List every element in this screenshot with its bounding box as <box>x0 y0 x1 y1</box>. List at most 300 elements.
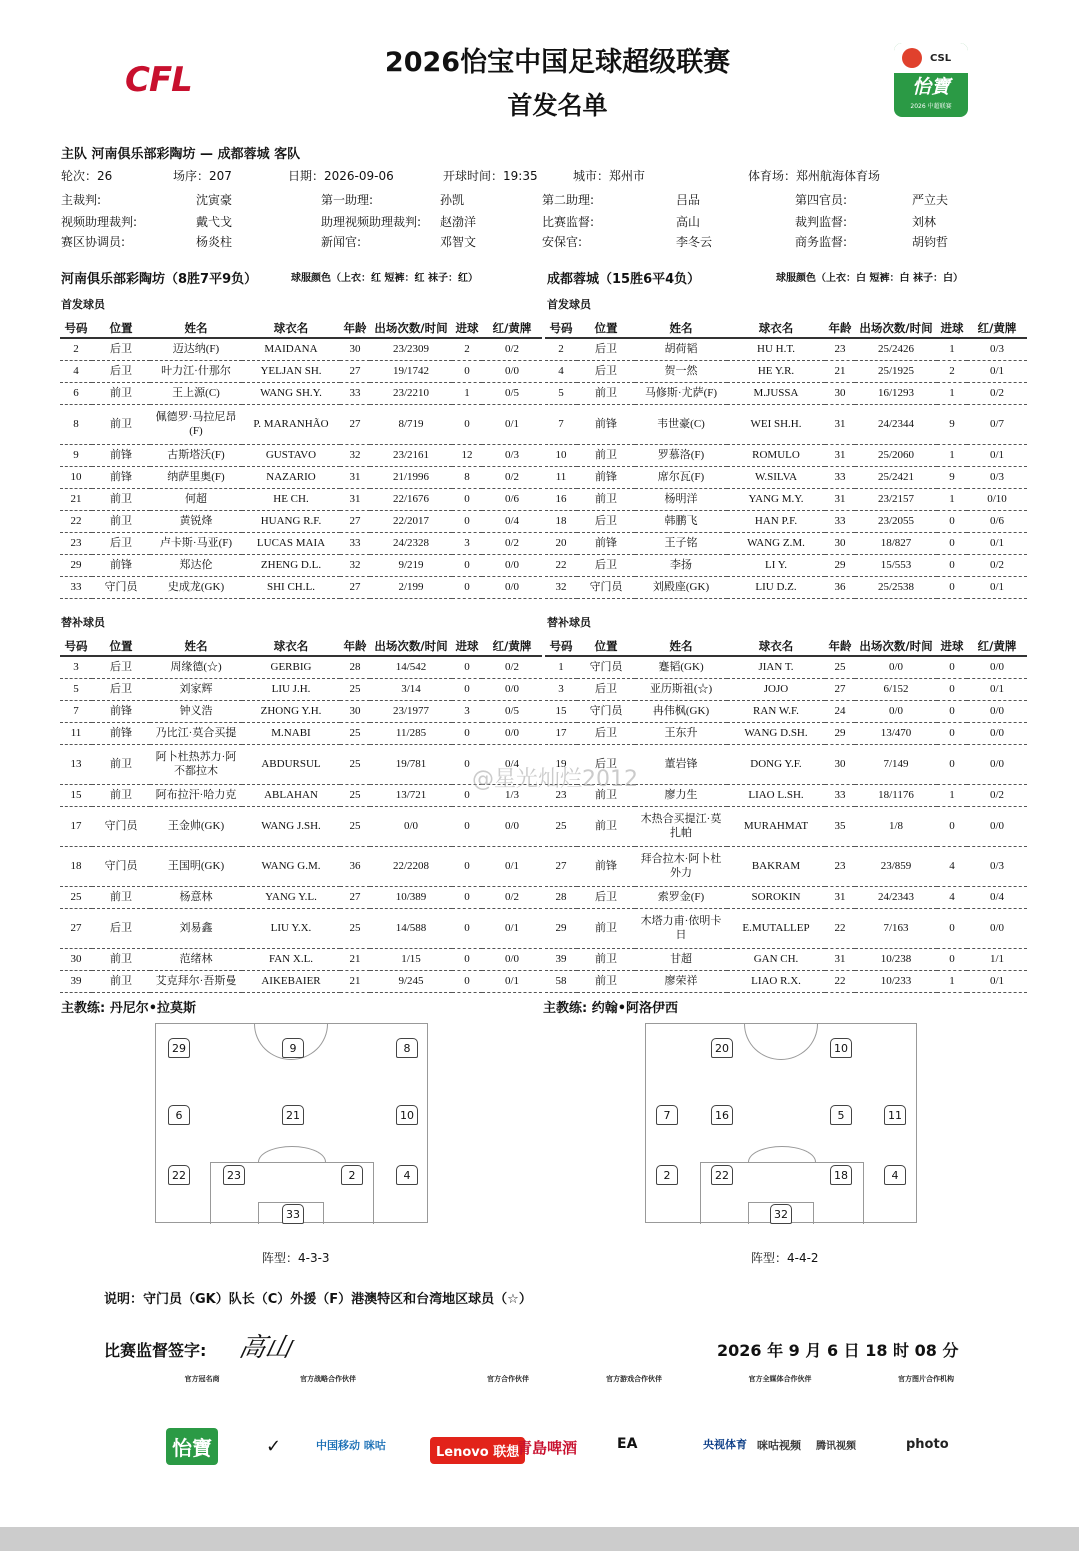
player-number: 28 <box>545 886 577 908</box>
home-coach: 主教练: 丹尼尔•拉莫斯 <box>61 1001 197 1016</box>
player-number: 3 <box>545 678 577 700</box>
player-name: 卢卡斯·马亚(F) <box>150 532 242 554</box>
player-name: 钟义浩 <box>150 700 242 722</box>
sponsor-logo: 央视体育 <box>703 1438 747 1451</box>
appearances: 10/389 <box>370 886 452 908</box>
goals: 3 <box>452 700 482 722</box>
age: 31 <box>340 466 370 488</box>
goals: 0 <box>452 656 482 678</box>
home-formation-label: 阵型：4-3-3 <box>262 1251 330 1265</box>
position: 后卫 <box>577 510 635 532</box>
sponsor-tier-label: 官方全媒体合作伙伴 <box>748 1375 812 1383</box>
away-pitch <box>645 1023 917 1223</box>
goals: 0 <box>452 722 482 744</box>
goals: 1 <box>937 970 967 992</box>
shirt-name: RAN W.F. <box>727 700 825 722</box>
shirt-name: ABDURSUL <box>242 744 340 784</box>
official-role: 第四官员: <box>795 193 848 207</box>
shirt-name: NAZARIO <box>242 466 340 488</box>
age: 33 <box>340 532 370 554</box>
venue: 体育场：郑州航海体育场 <box>748 169 881 183</box>
cards: 0/0 <box>967 744 1027 784</box>
position: 前卫 <box>577 784 635 806</box>
player-number: 6 <box>60 382 92 404</box>
home-team-name: 河南俱乐部彩陶坊（8胜7平9负） <box>61 272 258 287</box>
table-row <box>545 338 1027 360</box>
cards: 0/3 <box>967 846 1027 886</box>
sponsor-logo: photo <box>906 1437 949 1452</box>
goals: 3 <box>452 532 482 554</box>
shirt-name: YANG M.Y. <box>727 488 825 510</box>
official-name: 胡钧哲 <box>912 235 949 249</box>
table-row <box>545 444 1027 466</box>
goals: 1 <box>937 382 967 404</box>
player-number: 17 <box>60 806 92 846</box>
shirt-name: HU H.T. <box>727 338 825 360</box>
position: 前卫 <box>92 510 150 532</box>
table-row <box>60 948 542 970</box>
age: 21 <box>340 970 370 992</box>
table-row <box>60 784 542 806</box>
cards: 0/2 <box>482 532 542 554</box>
column-header: 球衣名 <box>242 318 340 338</box>
shirt-name: GAN CH. <box>727 948 825 970</box>
position: 前卫 <box>577 444 635 466</box>
position: 后卫 <box>577 554 635 576</box>
appearances: 0/0 <box>370 806 452 846</box>
sponsor-logo: 青島啤酒 <box>517 1439 578 1457</box>
table-row <box>545 510 1027 532</box>
position: 前卫 <box>577 908 635 948</box>
player-shirt-icon: 22 <box>168 1165 190 1185</box>
shirt-name: LIAO L.SH. <box>727 784 825 806</box>
goals: 0 <box>452 678 482 700</box>
column-header: 进球 <box>937 636 967 656</box>
goals: 1 <box>937 784 967 806</box>
player-name: 王金帅(GK) <box>150 806 242 846</box>
position: 前卫 <box>92 744 150 784</box>
column-header: 位置 <box>577 636 635 656</box>
appearances: 21/1996 <box>370 466 452 488</box>
age: 31 <box>825 444 855 466</box>
shirt-name: HE CH. <box>242 488 340 510</box>
cards: 0/3 <box>967 338 1027 360</box>
position: 后卫 <box>577 886 635 908</box>
table-row <box>60 444 542 466</box>
player-shirt-icon: 29 <box>168 1038 190 1058</box>
position: 前卫 <box>577 970 635 992</box>
shirt-name: ROMULO <box>727 444 825 466</box>
column-header: 红/黄牌 <box>967 636 1027 656</box>
cards: 0/10 <box>967 488 1027 510</box>
player-name: 拜合拉木·阿卜杜外力 <box>635 846 727 886</box>
cards: 0/2 <box>482 886 542 908</box>
table-row <box>545 576 1027 598</box>
table-row <box>545 700 1027 722</box>
cards: 0/1 <box>967 532 1027 554</box>
sponsor-logo: 腾讯视频 <box>816 1441 856 1452</box>
player-shirt-icon: 21 <box>282 1105 304 1125</box>
player-number: 39 <box>60 970 92 992</box>
table-row <box>60 846 542 886</box>
player-name: 木热合买提江·莫扎帕 <box>635 806 727 846</box>
goals: 1 <box>937 444 967 466</box>
shirt-name: JIAN T. <box>727 656 825 678</box>
shirt-name: WANG J.SH. <box>242 806 340 846</box>
player-number: 11 <box>545 466 577 488</box>
signature-image: 高山 <box>236 1333 295 1363</box>
player-number: 23 <box>545 784 577 806</box>
shirt-name: WANG D.SH. <box>727 722 825 744</box>
table-row <box>545 466 1027 488</box>
shirt-name: M.JUSSA <box>727 382 825 404</box>
age: 33 <box>825 466 855 488</box>
appearances: 13/470 <box>855 722 937 744</box>
goals: 9 <box>937 466 967 488</box>
appearances: 19/781 <box>370 744 452 784</box>
away-formation-label: 阵型：4-4-2 <box>751 1251 819 1265</box>
goals: 0 <box>937 948 967 970</box>
table-row <box>60 722 542 744</box>
table-row <box>60 970 542 992</box>
appearances: 25/2426 <box>855 338 937 360</box>
cards: 0/1 <box>967 444 1027 466</box>
column-header: 号码 <box>60 318 92 338</box>
table-row <box>545 948 1027 970</box>
shirt-name: E.MUTALLEP <box>727 908 825 948</box>
shirt-name: ZHENG D.L. <box>242 554 340 576</box>
cards: 0/1 <box>967 678 1027 700</box>
shirt-name: WANG G.M. <box>242 846 340 886</box>
age: 31 <box>825 488 855 510</box>
sponsor-tier-label: 官方冠名商 <box>184 1375 220 1383</box>
player-name: 亚历斯祖(☆) <box>635 678 727 700</box>
goals: 0 <box>452 404 482 444</box>
player-shirt-icon: 33 <box>282 1204 304 1224</box>
position: 后卫 <box>577 678 635 700</box>
player-number: 25 <box>60 886 92 908</box>
column-header: 出场次数/时间 <box>855 636 937 656</box>
position: 守门员 <box>577 700 635 722</box>
cards: 0/6 <box>482 488 542 510</box>
appearances: 18/1176 <box>855 784 937 806</box>
shirt-name: WEI SH.H. <box>727 404 825 444</box>
cards: 0/4 <box>482 510 542 532</box>
away-subs-label: 替补球员 <box>547 616 591 629</box>
sponsor-tier-label: 官方战略合作伙伴 <box>300 1375 356 1383</box>
position: 前锋 <box>577 846 635 886</box>
position: 前锋 <box>92 700 150 722</box>
position: 前锋 <box>92 554 150 576</box>
footer-bar <box>0 1527 1079 1551</box>
player-number: 29 <box>60 554 92 576</box>
shirt-name: JOJO <box>727 678 825 700</box>
player-shirt-icon: 11 <box>884 1105 906 1125</box>
player-name: 范绪林 <box>150 948 242 970</box>
cards: 0/0 <box>967 722 1027 744</box>
official-name: 戴弋戈 <box>196 215 233 229</box>
appearances: 14/588 <box>370 908 452 948</box>
official-role: 主裁判: <box>61 193 102 207</box>
goals: 0 <box>452 908 482 948</box>
appearances: 24/2328 <box>370 532 452 554</box>
away-kit: 球服颜色（上衣：白 短裤：白 袜子：白） <box>776 273 963 284</box>
player-shirt-icon: 2 <box>656 1165 678 1185</box>
goals: 0 <box>937 806 967 846</box>
player-number: 30 <box>60 948 92 970</box>
appearances: 14/542 <box>370 656 452 678</box>
age: 32 <box>340 554 370 576</box>
cards: 0/0 <box>482 806 542 846</box>
player-name: 席尔瓦(F) <box>635 466 727 488</box>
shirt-name: LIAO R.X. <box>727 970 825 992</box>
shirt-name: HAN P.F. <box>727 510 825 532</box>
table-row <box>60 576 542 598</box>
away-coach: 主教练: 约翰•阿洛伊西 <box>543 1001 679 1016</box>
cards: 0/5 <box>482 382 542 404</box>
appearances: 25/1925 <box>855 360 937 382</box>
position: 前卫 <box>577 382 635 404</box>
appearances: 7/163 <box>855 908 937 948</box>
goals: 0 <box>452 970 482 992</box>
goals: 0 <box>452 948 482 970</box>
teams-line: 主队 河南俱乐部彩陶坊 — 成都蓉城 客队 <box>61 147 301 162</box>
goals: 4 <box>937 846 967 886</box>
goals: 2 <box>452 338 482 360</box>
player-name: 迈达纳(F) <box>150 338 242 360</box>
player-shirt-icon: 2 <box>341 1165 363 1185</box>
appearances: 7/149 <box>855 744 937 784</box>
player-name: 王国明(GK) <box>150 846 242 886</box>
age: 25 <box>340 678 370 700</box>
shirt-name: MURAHMAT <box>727 806 825 846</box>
player-name: 阿卜杜热苏力·阿不都拉木 <box>150 744 242 784</box>
player-number: 23 <box>60 532 92 554</box>
appearances: 8/719 <box>370 404 452 444</box>
goals: 0 <box>452 576 482 598</box>
position: 后卫 <box>92 656 150 678</box>
shirt-name: SOROKIN <box>727 886 825 908</box>
player-name: 郑达伦 <box>150 554 242 576</box>
column-header: 红/黄牌 <box>967 318 1027 338</box>
cards: 0/1 <box>967 970 1027 992</box>
table-row <box>545 532 1027 554</box>
appearances: 11/285 <box>370 722 452 744</box>
goals: 12 <box>452 444 482 466</box>
player-number: 7 <box>60 700 92 722</box>
column-header: 年龄 <box>340 636 370 656</box>
table-row <box>60 488 542 510</box>
shirt-name: HUANG R.F. <box>242 510 340 532</box>
age: 33 <box>825 510 855 532</box>
age: 23 <box>825 846 855 886</box>
age: 30 <box>825 532 855 554</box>
column-header: 年龄 <box>825 636 855 656</box>
player-shirt-icon: 5 <box>830 1105 852 1125</box>
legend-note: 说明：守门员（GK）队长（C）外援（F）港澳特区和台湾地区球员（☆） <box>104 1292 532 1307</box>
column-header: 进球 <box>937 318 967 338</box>
shirt-name: MAIDANA <box>242 338 340 360</box>
age: 25 <box>340 784 370 806</box>
position: 前卫 <box>92 784 150 806</box>
age: 31 <box>825 404 855 444</box>
player-number: 7 <box>545 404 577 444</box>
shirt-name: GERBIG <box>242 656 340 678</box>
player-number: 16 <box>545 488 577 510</box>
home-subs-table <box>60 636 542 993</box>
shirt-name: LIU J.H. <box>242 678 340 700</box>
player-name: 罗慕洛(F) <box>635 444 727 466</box>
cards: 0/1 <box>967 576 1027 598</box>
player-shirt-icon: 23 <box>223 1165 245 1185</box>
goals: 0 <box>452 806 482 846</box>
appearances: 23/859 <box>855 846 937 886</box>
table-row <box>545 488 1027 510</box>
official-role: 第一助理: <box>321 193 374 207</box>
player-shirt-icon: 10 <box>830 1038 852 1058</box>
cards: 0/3 <box>967 466 1027 488</box>
player-number: 2 <box>60 338 92 360</box>
table-row <box>60 404 542 444</box>
player-number: 1 <box>545 656 577 678</box>
cards: 0/2 <box>482 656 542 678</box>
player-name: 甘超 <box>635 948 727 970</box>
player-shirt-icon: 32 <box>770 1204 792 1224</box>
cards: 0/0 <box>482 722 542 744</box>
player-name: 刘殿座(GK) <box>635 576 727 598</box>
age: 27 <box>825 678 855 700</box>
table-row <box>60 656 542 678</box>
home-starters-table <box>60 318 542 599</box>
player-shirt-icon: 4 <box>884 1165 906 1185</box>
table-row <box>545 404 1027 444</box>
player-name: 王子铭 <box>635 532 727 554</box>
table-row <box>60 338 542 360</box>
shirt-name: W.SILVA <box>727 466 825 488</box>
official-role: 商务监督: <box>795 235 848 249</box>
appearances: 9/219 <box>370 554 452 576</box>
player-name: 佩德罗·马拉尼昂(F) <box>150 404 242 444</box>
cards: 0/2 <box>967 784 1027 806</box>
table-row <box>545 656 1027 678</box>
position: 前卫 <box>577 488 635 510</box>
sponsor-tier-label: 官方图片合作机构 <box>898 1375 954 1383</box>
player-name: 乃比江·莫合买提 <box>150 722 242 744</box>
player-name: 艾克拜尔·吾斯曼 <box>150 970 242 992</box>
goals: 1 <box>937 338 967 360</box>
goals: 2 <box>937 360 967 382</box>
appearances: 6/152 <box>855 678 937 700</box>
position: 前卫 <box>92 488 150 510</box>
player-number: 58 <box>545 970 577 992</box>
age: 27 <box>340 404 370 444</box>
position: 前锋 <box>577 466 635 488</box>
player-number: 5 <box>60 678 92 700</box>
player-name: 刘易鑫 <box>150 908 242 948</box>
player-number: 19 <box>545 744 577 784</box>
table-row <box>60 886 542 908</box>
goals: 0 <box>937 510 967 532</box>
cards: 0/4 <box>967 886 1027 908</box>
column-header: 出场次数/时间 <box>370 636 452 656</box>
player-shirt-icon: 6 <box>168 1105 190 1125</box>
cards: 0/1 <box>482 908 542 948</box>
shirt-name: GUSTAVO <box>242 444 340 466</box>
table-row <box>60 382 542 404</box>
column-header: 姓名 <box>150 318 242 338</box>
goals: 0 <box>452 784 482 806</box>
appearances: 0/0 <box>855 656 937 678</box>
match-seq: 场序：207 <box>173 169 232 183</box>
age: 24 <box>825 700 855 722</box>
shirt-name: DONG Y.F. <box>727 744 825 784</box>
away-starters-table <box>545 318 1027 599</box>
goals: 4 <box>937 886 967 908</box>
position: 前卫 <box>92 970 150 992</box>
kickoff: 开球时间：19:35 <box>443 169 538 183</box>
player-number: 22 <box>60 510 92 532</box>
column-header: 红/黄牌 <box>482 636 542 656</box>
cards: 0/1 <box>967 360 1027 382</box>
table-row <box>60 554 542 576</box>
column-header: 位置 <box>577 318 635 338</box>
player-number: 18 <box>60 846 92 886</box>
appearances: 0/0 <box>855 700 937 722</box>
sponsor-tier-label: 官方合作伙伴 <box>487 1375 529 1383</box>
player-name: 马修斯·尤萨(F) <box>635 382 727 404</box>
player-name: 索罗金(F) <box>635 886 727 908</box>
age: 27 <box>340 360 370 382</box>
player-name: 何超 <box>150 488 242 510</box>
sponsor-tier-label: 官方游戏合作伙伴 <box>606 1375 662 1383</box>
table-row <box>60 806 542 846</box>
goals: 0 <box>937 576 967 598</box>
sponsor-logo: Lenovo 联想 <box>430 1437 525 1464</box>
position: 前锋 <box>577 532 635 554</box>
appearances: 10/238 <box>855 948 937 970</box>
position: 守门员 <box>577 656 635 678</box>
player-name: 廖力生 <box>635 784 727 806</box>
cards: 0/1 <box>482 846 542 886</box>
age: 21 <box>825 360 855 382</box>
appearances: 22/2017 <box>370 510 452 532</box>
goals: 0 <box>452 554 482 576</box>
cards: 0/0 <box>482 360 542 382</box>
position: 前卫 <box>92 382 150 404</box>
age: 33 <box>825 784 855 806</box>
signature-datetime: 2026 年 9 月 6 日 18 时 08 分 <box>717 1341 959 1360</box>
player-name: 韩鹏飞 <box>635 510 727 532</box>
appearances: 22/2208 <box>370 846 452 886</box>
appearances: 24/2343 <box>855 886 937 908</box>
column-header: 进球 <box>452 636 482 656</box>
shirt-name: WANG SH.Y. <box>242 382 340 404</box>
position: 前卫 <box>92 886 150 908</box>
cards: 0/0 <box>967 656 1027 678</box>
player-name: 王东升 <box>635 722 727 744</box>
official-role: 比赛监督: <box>542 215 595 229</box>
appearances: 23/2055 <box>855 510 937 532</box>
column-header: 位置 <box>92 636 150 656</box>
age: 30 <box>825 382 855 404</box>
appearances: 25/2421 <box>855 466 937 488</box>
age: 25 <box>340 908 370 948</box>
column-header: 出场次数/时间 <box>370 318 452 338</box>
player-shirt-icon: 4 <box>396 1165 418 1185</box>
official-name: 高山 <box>676 215 701 229</box>
table-row <box>60 466 542 488</box>
shirt-name: LIU D.Z. <box>727 576 825 598</box>
